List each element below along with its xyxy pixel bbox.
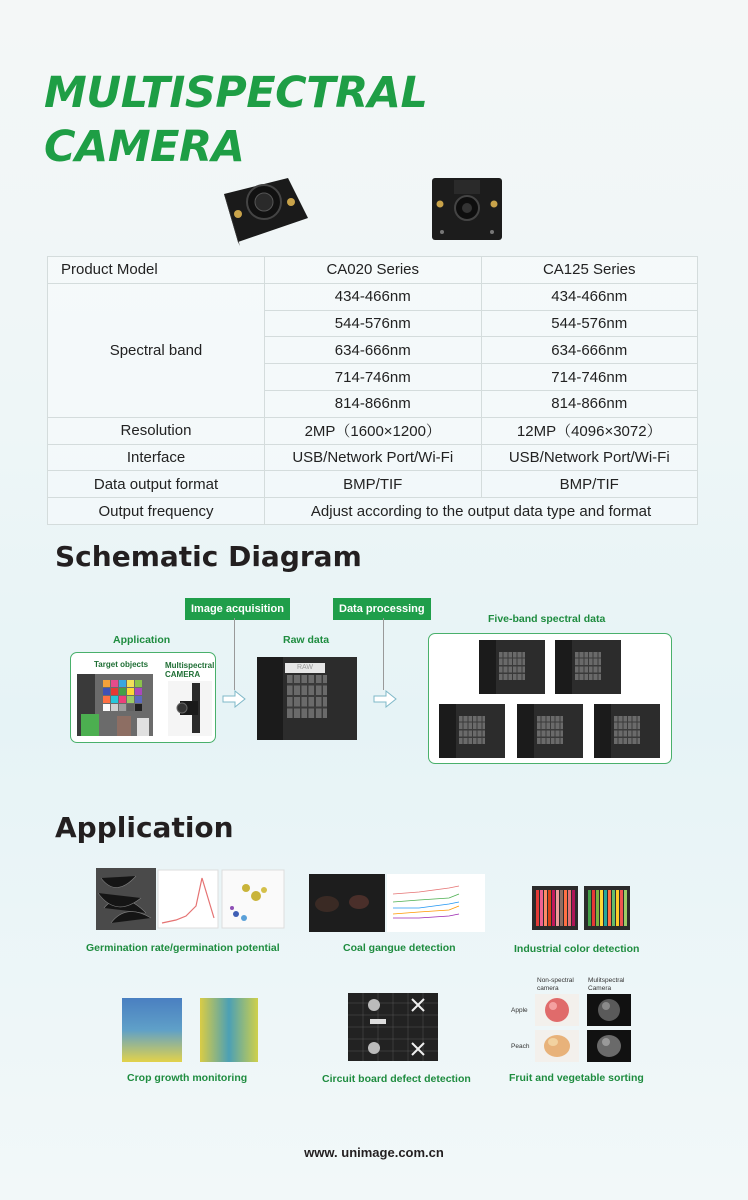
data-processing-tag: Data processing [333,598,431,620]
band-cell: 714-746nm [481,364,698,391]
band-cell: 544-576nm [265,310,482,337]
product-model-label: Product Model [48,257,265,284]
table-row [48,444,698,471]
ca125-header: CA125 Series [481,257,698,284]
application-title: Application [55,811,234,844]
application-caption: Circuit board defect detection [322,1073,471,1085]
application-caption: Fruit and vegetable sorting [509,1072,644,1084]
interface-ca020: USB/Network Port/Wi-Fi [265,444,482,471]
footer-url: www. unimage.com.cn [304,1145,444,1160]
acquisition-connector [234,618,235,690]
frequency-value: Adjust according to the output data type and format [265,498,698,525]
format-label: Data output format [48,471,265,498]
non-spectral-label: Non-spectral camera [537,977,574,992]
band-cell: 434-466nm [265,283,482,310]
industrial-color-images [532,886,630,930]
band-cell: 714-746nm [265,364,482,391]
application-label: Application [113,634,171,646]
ca125-camera-image [430,176,504,242]
resolution-label: Resolution [48,417,265,444]
schematic-title: Schematic Diagram [55,540,362,573]
format-ca125: BMP/TIF [481,471,698,498]
peach-label: Peach [511,1043,530,1050]
camera-text: CAMERA [165,670,201,679]
multispectral-camera-photo [168,681,212,736]
target-objects-image [77,674,153,736]
multispectral-text: Multispectral [165,661,215,670]
page-title [44,66,427,174]
band-cell: 634-666nm [481,337,698,364]
right-arrow-icon [373,690,397,708]
band-cell: 814-866nm [481,390,698,417]
application-caption: Germination rate/germination potential [86,942,280,954]
spec-table [47,256,698,525]
band-cell: 434-466nm [481,283,698,310]
application-caption: Crop growth monitoring [127,1072,248,1084]
image-acquisition-tag: Image acquisition [185,598,290,620]
interface-ca125: USB/Network Port/Wi-Fi [481,444,698,471]
frequency-label: Output frequency [48,498,265,525]
band-cell: 814-866nm [265,390,482,417]
interface-label: Interface [48,444,265,471]
ca020-header: CA020 Series [265,257,482,284]
fruit-sorting-images [535,994,631,1062]
raw-tag: RAW [285,663,325,673]
band-image [594,704,660,758]
band-cell: 544-576nm [481,310,698,337]
crop-growth-images [122,998,258,1062]
table-row [48,257,698,284]
spectral-band-label: Spectral band [48,283,265,417]
resolution-ca125: 12MP（4096×3072） [481,417,698,444]
ca020-camera-image [218,172,312,248]
band-image [555,640,621,694]
target-objects-label: Target objects [94,660,149,669]
table-row [48,498,698,525]
format-ca020: BMP/TIF [265,471,482,498]
coal-gangue-images [309,874,485,932]
multispectral-label: Mulitspectral Camera [588,977,625,992]
raw-data-label: Raw data [283,634,330,646]
application-caption: Coal gangue detection [343,942,456,954]
band-image [439,704,505,758]
table-row [48,417,698,444]
band-cell: 634-666nm [265,337,482,364]
table-row [48,471,698,498]
application-caption: Industrial color detection [514,943,640,955]
title-line-1: MULTISPECTRAL [44,68,428,118]
processing-connector [383,618,384,690]
germination-images [96,868,286,930]
title-line-2: CAMERA [44,122,245,172]
raw-data-image [257,657,357,740]
apple-label: Apple [511,1007,528,1014]
circuit-board-image [348,993,438,1061]
multispectral-camera-label [165,661,214,679]
band-image [479,640,545,694]
five-band-label: Five-band spectral data [488,613,606,625]
band-image [517,704,583,758]
right-arrow-icon [222,690,246,708]
table-row [48,283,698,310]
resolution-ca020: 2MP（1600×1200） [265,417,482,444]
